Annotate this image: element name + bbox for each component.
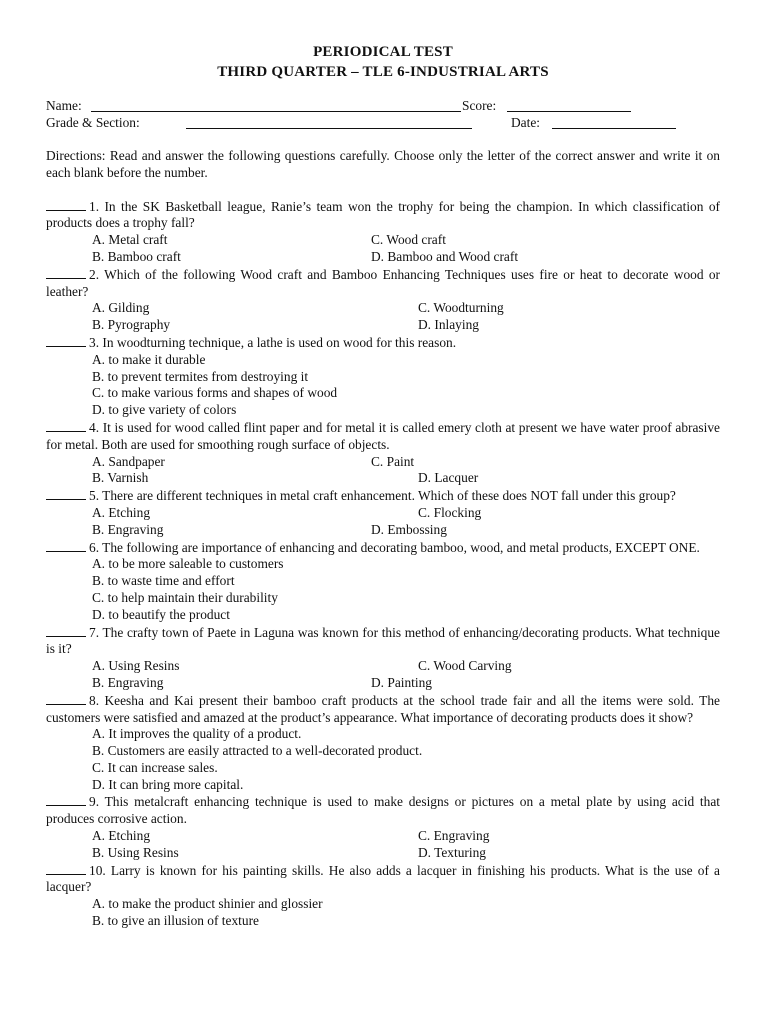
question-text: 3. In woodturning technique, a lathe is used on wood for this reason. [89, 334, 457, 350]
question-8 [46, 692, 720, 794]
option: C. Flocking [418, 504, 482, 520]
question-9 [46, 793, 720, 861]
option: D. Embossing [371, 521, 447, 537]
option: C. Wood craft [371, 232, 446, 248]
option: A. Using Resins [92, 658, 180, 674]
answer-blank[interactable] [46, 862, 86, 875]
option: A. Etching [92, 828, 151, 844]
option: D. It can bring more capital. [92, 776, 244, 792]
option: B. Varnish [92, 470, 149, 486]
test-title: PERIODICAL TEST [313, 44, 453, 60]
option: B. to waste time and effort [92, 573, 235, 589]
answer-blank[interactable] [46, 266, 86, 279]
question-5 [46, 487, 720, 538]
grade-date-row [46, 115, 720, 132]
answer-blank[interactable] [46, 334, 86, 347]
score-label: Score: [462, 98, 497, 113]
date-label: Date: [511, 115, 540, 130]
option: B. Pyrography [92, 317, 171, 333]
question-text: 4. It is used for wood called flint paper and for metal it is called emery cloth at present we have water proof abrasive for metal. Both are used for smoothing rough surface of objects. [46, 419, 720, 452]
answer-blank[interactable] [46, 487, 86, 500]
question-text: 10. Larry is known for his painting skills. He also adds a lacquer in finishing his products. What is the use of a lacquer? [46, 862, 720, 895]
answer-blank[interactable] [46, 419, 86, 432]
name-label: Name: [46, 98, 82, 113]
option: D. Texturing [418, 844, 486, 860]
option: A. Metal craft [92, 232, 168, 248]
question-text: 5. There are different techniques in metal craft enhancement. Which of these does NOT fall under this group? [89, 488, 676, 504]
option: A. to make it durable [92, 351, 206, 367]
option: B. to prevent termites from destroying it [92, 368, 309, 384]
option: B. Customers are easily attracted to a well-decorated product. [92, 743, 423, 759]
question-text: 1. In the SK Basketball league, Ranie’s team won the trophy for being the champion. In which classification of products does a trophy fall? [46, 198, 720, 231]
answer-blank[interactable] [46, 692, 86, 705]
option: C. Engraving [418, 828, 490, 844]
answer-blank[interactable] [46, 624, 86, 637]
question-6 [46, 539, 720, 624]
grade-section-label: Grade & Section: [46, 115, 140, 130]
option: A. to be more saleable to customers [92, 556, 284, 572]
question-7 [46, 624, 720, 692]
option: D. to give variety of colors [92, 402, 237, 418]
question-text: 7. The crafty town of Paete in Laguna was known for this method of enhancing/decorating products. What technique is it? [46, 624, 720, 657]
option: C. to make various forms and shapes of wood [92, 385, 338, 401]
option: A. Gilding [92, 300, 150, 316]
option: A. Sandpaper [92, 453, 165, 469]
option: D. Painting [371, 674, 433, 690]
option: D. Lacquer [418, 470, 479, 486]
option: A. Etching [92, 504, 151, 520]
answer-blank[interactable] [46, 793, 86, 806]
question-10 [46, 862, 720, 930]
option: C. Paint [371, 453, 415, 469]
option: C. to help maintain their durability [92, 589, 278, 605]
option: A. It improves the quality of a product. [92, 726, 302, 742]
option: A. to make the product shinier and glossier [92, 896, 323, 912]
option: B. Engraving [92, 674, 164, 690]
question-2 [46, 266, 720, 334]
question-text: 6. The following are importance of enhancing and decorating bamboo, wood, and metal products, EXCEPT ONE. [89, 539, 700, 555]
name-score-row [46, 98, 720, 115]
question-text: 9. This metalcraft enhancing technique is used to make designs or pictures on a metal plate by using acid that produces corrosive action. [46, 794, 720, 827]
option: D. to beautify the product [92, 606, 230, 622]
question-3 [46, 334, 720, 419]
option: B. Engraving [92, 521, 164, 537]
question-text: 2. Which of the following Wood craft and Bamboo Enhancing Techniques uses fire or heat to decorate wood or leather? [46, 266, 720, 299]
option: B. Bamboo craft [92, 248, 181, 264]
test-page [46, 42, 720, 930]
option: D. Inlaying [418, 317, 479, 333]
question-4 [46, 419, 720, 487]
option: C. It can increase sales. [92, 759, 218, 775]
option: D. Bamboo and Wood craft [371, 248, 519, 264]
test-subtitle: THIRD QUARTER – TLE 6-INDUSTRIAL ARTS [217, 64, 549, 80]
option: C. Wood Carving [418, 658, 512, 674]
question-text: 8. Keesha and Kai present their bamboo craft products at the school trade fair and all the items were sold. The customers were satisfied and amazed at the product’s appearance. What importance of decorating products does it show? [46, 692, 720, 725]
question-1 [46, 198, 720, 266]
answer-blank[interactable] [46, 539, 86, 552]
option: B. Using Resins [92, 844, 179, 860]
directions: Directions: Read and answer the following questions carefully. Choose only the letter of the correct answer and write it on each blank before the number. [46, 148, 720, 180]
answer-blank[interactable] [46, 198, 86, 211]
option: C. Woodturning [418, 300, 504, 316]
option: B. to give an illusion of texture [92, 913, 259, 929]
